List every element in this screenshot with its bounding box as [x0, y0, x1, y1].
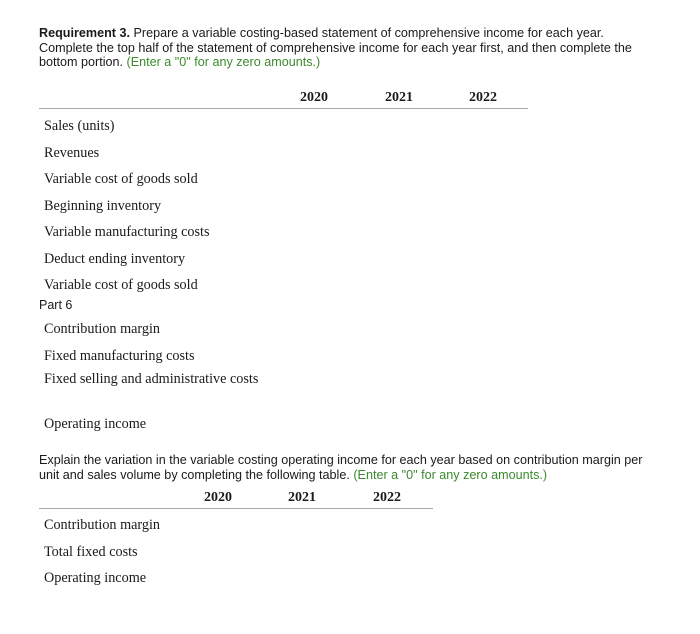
requirement-text: Prepare a variable costing-based statement of comprehensive income for each year. Complete the top half of the statement of comprehensive income for each year first, and then complete the bottom portion. [39, 26, 632, 69]
explain-col-2022: 2022 [373, 490, 401, 505]
part-label: Part 6 [39, 298, 73, 312]
row-variable-cogs-heading: Variable cost of goods sold [44, 171, 198, 187]
row-fixed-manufacturing-costs: Fixed manufacturing costs [44, 348, 195, 364]
explain-row-total-fixed-costs: Total fixed costs [44, 544, 138, 560]
row-deduct-ending-inventory: Deduct ending inventory [44, 251, 186, 267]
row-fixed-selling-admin: Fixed selling and administrative costs [44, 371, 259, 387]
statement-col-2022: 2022 [469, 90, 497, 105]
statement-col-2020: 2020 [300, 90, 328, 105]
row-contribution-margin: Contribution margin [44, 321, 160, 337]
explain-hint: (Enter a "0" for any zero amounts.) [353, 467, 548, 482]
row-variable-cogs-total: Variable cost of goods sold [44, 277, 198, 293]
explain-instructions [39, 453, 654, 482]
row-revenues: Revenues [44, 145, 100, 161]
row-variable-manufacturing-costs: Variable manufacturing costs [44, 224, 210, 240]
requirement-instructions [39, 26, 649, 70]
explain-text: Explain the variation in the variable costing operating income for each year based on contribution margin per unit and sales volume by completing the following table. [39, 453, 643, 482]
statement-header-rule [39, 108, 528, 109]
explain-row-operating-income: Operating income [44, 570, 147, 586]
row-beginning-inventory: Beginning inventory [44, 198, 162, 214]
explain-col-2020: 2020 [204, 490, 232, 505]
requirement-label: Requirement 3. [39, 26, 130, 40]
explain-row-contribution-margin: Contribution margin [44, 517, 160, 533]
explain-header-rule [39, 508, 433, 509]
statement-col-2021: 2021 [385, 90, 413, 105]
row-operating-income: Operating income [44, 416, 147, 432]
explain-col-2021: 2021 [288, 490, 316, 505]
requirement-hint: (Enter a "0" for any zero amounts.) [126, 55, 321, 69]
row-sales-units: Sales (units) [44, 118, 115, 134]
